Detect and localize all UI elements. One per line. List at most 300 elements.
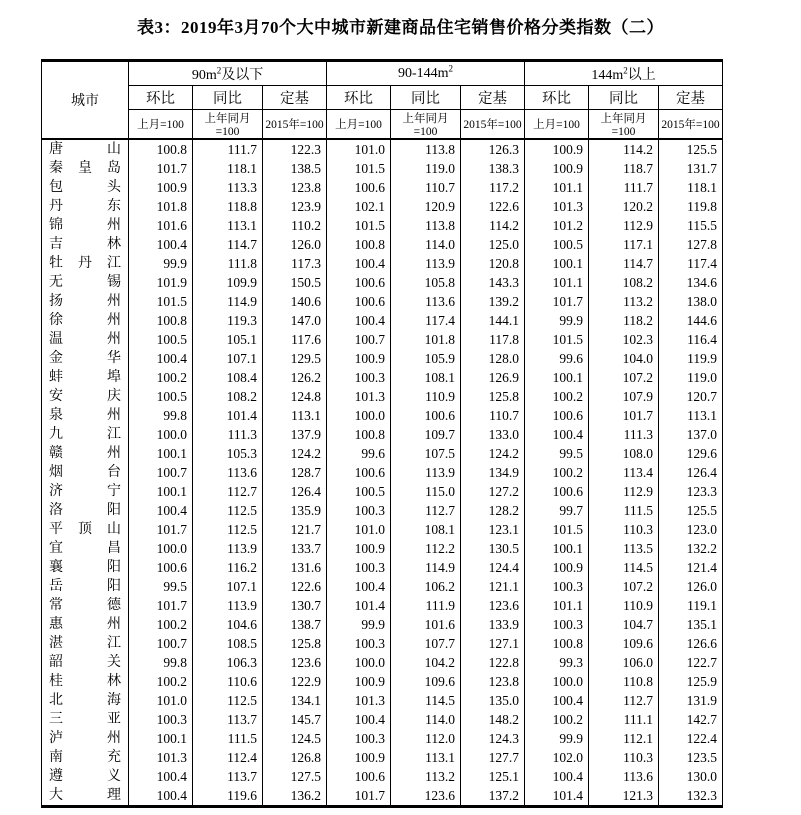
value-cell: 100.6	[525, 482, 589, 501]
city-name: 韶 关	[49, 655, 121, 670]
value-cell: 100.8	[129, 139, 193, 159]
city-cell	[42, 444, 129, 463]
value-cell: 100.1	[129, 729, 193, 748]
table-row	[42, 729, 723, 748]
header-row-groups	[42, 61, 723, 86]
value-cell: 100.2	[129, 615, 193, 634]
value-cell: 113.1	[659, 406, 723, 425]
city-cell	[42, 615, 129, 634]
value-cell: 124.2	[461, 444, 525, 463]
value-cell: 100.5	[129, 330, 193, 349]
table-header	[42, 61, 723, 140]
value-cell: 126.4	[659, 463, 723, 482]
table-row	[42, 634, 723, 653]
city-cell	[42, 539, 129, 558]
value-cell: 121.3	[589, 786, 659, 807]
value-cell: 100.1	[525, 254, 589, 273]
header-metric-mom: 环比	[327, 86, 391, 110]
value-cell: 122.9	[263, 672, 327, 691]
value-cell: 100.6	[327, 292, 391, 311]
value-cell: 113.1	[263, 406, 327, 425]
value-cell: 126.6	[659, 634, 723, 653]
header-row-metrics	[42, 86, 723, 110]
value-cell: 100.9	[327, 349, 391, 368]
value-cell: 138.3	[461, 159, 525, 178]
value-cell: 101.7	[129, 159, 193, 178]
table-row	[42, 463, 723, 482]
city-cell	[42, 482, 129, 501]
header-base-prev-year: 上年同月=100	[589, 110, 659, 140]
city-name: 三 亚	[49, 712, 121, 727]
city-cell	[42, 786, 129, 807]
value-cell: 113.4	[589, 463, 659, 482]
value-cell: 100.3	[525, 615, 589, 634]
value-cell: 127.8	[659, 235, 723, 254]
value-cell: 100.6	[327, 463, 391, 482]
table-row	[42, 425, 723, 444]
value-cell: 100.3	[525, 577, 589, 596]
value-cell: 137.0	[659, 425, 723, 444]
value-cell: 100.4	[129, 767, 193, 786]
city-cell	[42, 368, 129, 387]
value-cell: 135.9	[263, 501, 327, 520]
value-cell: 113.9	[193, 596, 263, 615]
table-row	[42, 501, 723, 520]
value-cell: 118.8	[193, 197, 263, 216]
table-row	[42, 159, 723, 178]
value-cell: 133.9	[461, 615, 525, 634]
value-cell: 115.0	[391, 482, 461, 501]
table-row	[42, 520, 723, 539]
value-cell: 137.9	[263, 425, 327, 444]
value-cell: 111.3	[589, 425, 659, 444]
value-cell: 139.2	[461, 292, 525, 311]
value-cell: 112.9	[589, 482, 659, 501]
value-cell: 118.1	[659, 178, 723, 197]
value-cell: 108.0	[589, 444, 659, 463]
value-cell: 107.7	[391, 634, 461, 653]
value-cell: 101.4	[193, 406, 263, 425]
value-cell: 101.3	[327, 691, 391, 710]
value-cell: 124.3	[461, 729, 525, 748]
value-cell: 123.1	[461, 520, 525, 539]
city-name: 惠 州	[49, 617, 121, 632]
value-cell: 109.6	[589, 634, 659, 653]
value-cell: 100.5	[327, 482, 391, 501]
value-cell: 104.2	[391, 653, 461, 672]
value-cell: 132.3	[659, 786, 723, 807]
value-cell: 123.9	[263, 197, 327, 216]
group-label: 144m	[591, 67, 624, 83]
value-cell: 105.3	[193, 444, 263, 463]
table-row	[42, 406, 723, 425]
value-cell: 126.2	[263, 368, 327, 387]
value-cell: 126.0	[659, 577, 723, 596]
value-cell: 110.3	[589, 520, 659, 539]
value-cell: 128.7	[263, 463, 327, 482]
city-cell	[42, 558, 129, 577]
city-cell	[42, 406, 129, 425]
value-cell: 100.2	[129, 368, 193, 387]
value-cell: 108.5	[193, 634, 263, 653]
value-cell: 102.1	[327, 197, 391, 216]
city-cell	[42, 748, 129, 767]
group-label: 90m	[191, 67, 217, 83]
city-name: 扬 州	[49, 294, 121, 309]
value-cell: 101.1	[525, 596, 589, 615]
value-cell: 125.9	[659, 672, 723, 691]
value-cell: 127.5	[263, 767, 327, 786]
city-name: 襄 阳	[49, 560, 121, 575]
value-cell: 113.7	[193, 767, 263, 786]
value-cell: 117.6	[263, 330, 327, 349]
value-cell: 112.9	[589, 216, 659, 235]
value-cell: 113.8	[391, 216, 461, 235]
value-cell: 99.8	[129, 653, 193, 672]
value-cell: 119.6	[193, 786, 263, 807]
value-cell: 122.6	[461, 197, 525, 216]
value-cell: 100.6	[391, 406, 461, 425]
value-cell: 100.6	[525, 406, 589, 425]
city-name: 温 州	[49, 332, 121, 347]
city-name: 洛 阳	[49, 503, 121, 518]
value-cell: 101.4	[327, 596, 391, 615]
value-cell: 111.7	[193, 139, 263, 159]
table-row	[42, 254, 723, 273]
value-cell: 125.0	[461, 235, 525, 254]
header-metric-fixed: 定基	[659, 86, 723, 110]
value-cell: 100.3	[327, 368, 391, 387]
value-cell: 113.1	[193, 216, 263, 235]
value-cell: 107.2	[589, 368, 659, 387]
city-cell	[42, 501, 129, 520]
value-cell: 100.6	[327, 178, 391, 197]
value-cell: 114.0	[391, 235, 461, 254]
value-cell: 108.1	[391, 520, 461, 539]
city-name: 泸 州	[49, 731, 121, 746]
value-cell: 107.1	[193, 577, 263, 596]
header-base-prev-month: 上月=100	[327, 110, 391, 140]
value-cell: 122.4	[659, 729, 723, 748]
city-name: 徐 州	[49, 313, 121, 328]
table-row	[42, 596, 723, 615]
value-cell: 110.9	[391, 387, 461, 406]
city-cell	[42, 520, 129, 539]
value-cell: 113.9	[391, 463, 461, 482]
city-cell	[42, 273, 129, 292]
value-cell: 117.1	[589, 235, 659, 254]
value-cell: 119.3	[193, 311, 263, 330]
city-name: 丹 东	[49, 199, 121, 214]
value-cell: 100.2	[525, 710, 589, 729]
header-metric-mom: 环比	[525, 86, 589, 110]
value-cell: 101.1	[525, 273, 589, 292]
value-cell: 114.2	[461, 216, 525, 235]
value-cell: 113.8	[391, 139, 461, 159]
value-cell: 101.5	[327, 159, 391, 178]
value-cell: 101.5	[327, 216, 391, 235]
value-cell: 122.3	[263, 139, 327, 159]
value-cell: 101.6	[129, 216, 193, 235]
value-cell: 123.6	[461, 596, 525, 615]
city-name: 蚌 埠	[49, 370, 121, 385]
value-cell: 138.7	[263, 615, 327, 634]
table-row	[42, 178, 723, 197]
value-cell: 123.3	[659, 482, 723, 501]
table-row	[42, 710, 723, 729]
header-metric-mom: 环比	[129, 86, 193, 110]
city-name: 平 顶 山	[49, 522, 121, 537]
value-cell: 147.0	[263, 311, 327, 330]
header-base-2015: 2015年=100	[263, 110, 327, 140]
value-cell: 106.0	[589, 653, 659, 672]
value-cell: 125.5	[659, 501, 723, 520]
city-cell	[42, 178, 129, 197]
value-cell: 104.0	[589, 349, 659, 368]
value-cell: 106.2	[391, 577, 461, 596]
value-cell: 131.9	[659, 691, 723, 710]
value-cell: 101.0	[327, 520, 391, 539]
city-cell	[42, 292, 129, 311]
city-name: 济 宁	[49, 484, 121, 499]
table-row	[42, 292, 723, 311]
value-cell: 126.9	[461, 368, 525, 387]
header-base-prev-year: 上年同月=100	[391, 110, 461, 140]
value-cell: 100.8	[129, 311, 193, 330]
page	[0, 13, 801, 815]
value-cell: 120.2	[589, 197, 659, 216]
value-cell: 100.9	[525, 139, 589, 159]
value-cell: 140.6	[263, 292, 327, 311]
value-cell: 110.7	[461, 406, 525, 425]
value-cell: 100.9	[129, 178, 193, 197]
value-cell: 113.3	[193, 178, 263, 197]
city-cell	[42, 216, 129, 235]
value-cell: 126.8	[263, 748, 327, 767]
header-metric-fixed: 定基	[263, 86, 327, 110]
value-cell: 129.6	[659, 444, 723, 463]
value-cell: 123.6	[391, 786, 461, 807]
value-cell: 116.2	[193, 558, 263, 577]
value-cell: 144.6	[659, 311, 723, 330]
value-cell: 135.1	[659, 615, 723, 634]
table-row	[42, 577, 723, 596]
city-cell	[42, 577, 129, 596]
table-body	[42, 139, 723, 807]
value-cell: 113.5	[589, 539, 659, 558]
value-cell: 125.8	[263, 634, 327, 653]
value-cell: 100.8	[327, 425, 391, 444]
value-cell: 123.5	[659, 748, 723, 767]
city-name: 常 德	[49, 598, 121, 613]
group-label: 以上	[627, 67, 656, 83]
value-cell: 137.2	[461, 786, 525, 807]
table-row	[42, 767, 723, 786]
value-cell: 130.5	[461, 539, 525, 558]
value-cell: 134.9	[461, 463, 525, 482]
value-cell: 124.8	[263, 387, 327, 406]
value-cell: 121.4	[659, 558, 723, 577]
value-cell: 113.9	[193, 539, 263, 558]
city-cell	[42, 596, 129, 615]
value-cell: 131.7	[659, 159, 723, 178]
value-cell: 111.3	[193, 425, 263, 444]
city-cell	[42, 349, 129, 368]
city-name: 无 锡	[49, 275, 121, 290]
value-cell: 109.7	[391, 425, 461, 444]
value-cell: 126.0	[263, 235, 327, 254]
value-cell: 115.5	[659, 216, 723, 235]
value-cell: 104.6	[193, 615, 263, 634]
table-row	[42, 197, 723, 216]
header-metric-fixed: 定基	[461, 86, 525, 110]
value-cell: 112.7	[391, 501, 461, 520]
value-cell: 119.9	[659, 349, 723, 368]
value-cell: 100.4	[525, 767, 589, 786]
table-row	[42, 615, 723, 634]
header-base-prev-month: 上月=100	[525, 110, 589, 140]
table-row	[42, 558, 723, 577]
value-cell: 129.5	[263, 349, 327, 368]
value-cell: 101.0	[327, 139, 391, 159]
value-cell: 100.7	[129, 463, 193, 482]
value-cell: 101.5	[525, 520, 589, 539]
value-cell: 110.2	[263, 216, 327, 235]
value-cell: 100.4	[129, 235, 193, 254]
value-cell: 124.4	[461, 558, 525, 577]
value-cell: 100.3	[327, 634, 391, 653]
value-cell: 134.6	[659, 273, 723, 292]
value-cell: 127.2	[461, 482, 525, 501]
table-row	[42, 653, 723, 672]
value-cell: 114.7	[193, 235, 263, 254]
value-cell: 120.8	[461, 254, 525, 273]
city-name: 大 理	[49, 788, 121, 803]
value-cell: 113.7	[193, 710, 263, 729]
value-cell: 100.4	[327, 577, 391, 596]
table-row	[42, 748, 723, 767]
value-cell: 136.2	[263, 786, 327, 807]
value-cell: 110.7	[391, 178, 461, 197]
value-cell: 114.9	[391, 558, 461, 577]
city-cell	[42, 311, 129, 330]
value-cell: 118.1	[193, 159, 263, 178]
value-cell: 117.2	[461, 178, 525, 197]
value-cell: 114.5	[391, 691, 461, 710]
table-row	[42, 235, 723, 254]
value-cell: 101.7	[129, 596, 193, 615]
value-cell: 101.7	[525, 292, 589, 311]
value-cell: 128.2	[461, 501, 525, 520]
value-cell: 100.4	[525, 691, 589, 710]
group-label: 90-144m	[397, 65, 449, 81]
city-cell	[42, 767, 129, 786]
table-row	[42, 444, 723, 463]
value-cell: 123.0	[659, 520, 723, 539]
city-name: 锦 州	[49, 218, 121, 233]
value-cell: 113.9	[391, 254, 461, 273]
city-name: 包 头	[49, 180, 121, 195]
value-cell: 100.7	[129, 634, 193, 653]
value-cell: 112.5	[193, 691, 263, 710]
header-row-base	[42, 110, 723, 140]
value-cell: 123.8	[461, 672, 525, 691]
value-cell: 126.4	[263, 482, 327, 501]
value-cell: 126.3	[461, 139, 525, 159]
value-cell: 100.6	[327, 767, 391, 786]
value-cell: 144.1	[461, 311, 525, 330]
city-cell	[42, 254, 129, 273]
value-cell: 101.3	[525, 197, 589, 216]
value-cell: 118.7	[589, 159, 659, 178]
value-cell: 100.9	[327, 539, 391, 558]
value-cell: 100.9	[525, 558, 589, 577]
value-cell: 112.5	[193, 520, 263, 539]
value-cell: 101.7	[129, 520, 193, 539]
table-row	[42, 311, 723, 330]
value-cell: 108.2	[589, 273, 659, 292]
header-metric-yoy: 同比	[589, 86, 659, 110]
city-name: 牡 丹 江	[49, 256, 121, 271]
value-cell: 104.7	[589, 615, 659, 634]
value-cell: 145.7	[263, 710, 327, 729]
city-name: 秦 皇 岛	[49, 161, 121, 176]
value-cell: 143.3	[461, 273, 525, 292]
value-cell: 130.0	[659, 767, 723, 786]
city-name: 赣 州	[49, 446, 121, 461]
value-cell: 133.0	[461, 425, 525, 444]
table-row	[42, 139, 723, 159]
value-cell: 100.9	[327, 748, 391, 767]
city-cell	[42, 159, 129, 178]
value-cell: 119.0	[659, 368, 723, 387]
value-cell: 101.7	[327, 786, 391, 807]
header-city: 城市	[42, 61, 129, 140]
value-cell: 107.2	[589, 577, 659, 596]
value-cell: 121.1	[461, 577, 525, 596]
value-cell: 111.1	[589, 710, 659, 729]
value-cell: 121.7	[263, 520, 327, 539]
city-name: 遵 义	[49, 769, 121, 784]
value-cell: 100.4	[327, 710, 391, 729]
header-metric-yoy: 同比	[193, 86, 263, 110]
table-row	[42, 691, 723, 710]
city-name: 泉 州	[49, 408, 121, 423]
value-cell: 134.1	[263, 691, 327, 710]
value-cell: 138.5	[263, 159, 327, 178]
city-name: 北 海	[49, 693, 121, 708]
header-base-prev-year: 上年同月=100	[193, 110, 263, 140]
value-cell: 99.9	[129, 254, 193, 273]
value-cell: 101.4	[525, 786, 589, 807]
table-row	[42, 349, 723, 368]
value-cell: 100.4	[327, 254, 391, 273]
value-cell: 120.7	[659, 387, 723, 406]
value-cell: 102.0	[525, 748, 589, 767]
header-group-144-above	[525, 61, 723, 86]
value-cell: 100.8	[327, 235, 391, 254]
value-cell: 99.9	[525, 729, 589, 748]
value-cell: 130.7	[263, 596, 327, 615]
value-cell: 113.6	[589, 767, 659, 786]
value-cell: 122.8	[461, 653, 525, 672]
city-cell	[42, 672, 129, 691]
value-cell: 132.2	[659, 539, 723, 558]
value-cell: 111.7	[589, 178, 659, 197]
value-cell: 107.9	[589, 387, 659, 406]
superscript: 2	[216, 64, 222, 75]
value-cell: 101.0	[129, 691, 193, 710]
